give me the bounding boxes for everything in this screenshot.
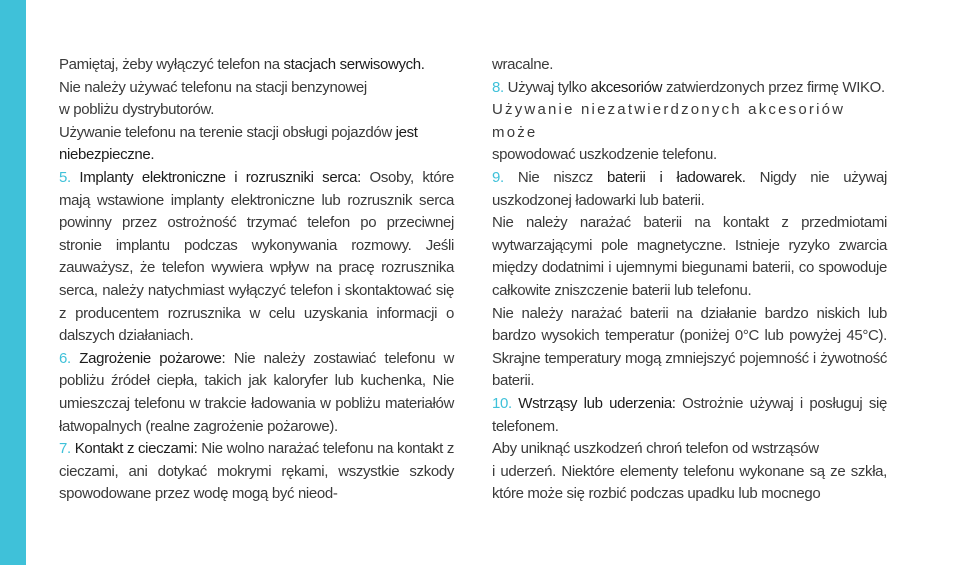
section-number: 10. (492, 394, 512, 412)
intro-bold-2: jest (395, 123, 418, 141)
intro-bold-3: niebezpieczne. (59, 146, 155, 164)
right-column (492, 54, 887, 506)
section-7 (59, 438, 454, 506)
section-8 (492, 77, 887, 100)
intro-text-2: Używanie telefonu na terenie stacji obsługi pojazdów (59, 123, 396, 141)
shock-line-1: Aby uniknąć uszkodzeń chroń telefon od wstrząsów (492, 440, 819, 458)
section-body: Nie należy zostawiać telefonu w pobliżu źródeł ciepła, takich jak kaloryfer lub kuchenka, Nie umieszczaj telefonu w trakcie ładowania w pobliżu materiałów łatwopalnych (realne zagrożenie pożarowe). (59, 349, 455, 435)
section-text-2: Nigdy nie używaj uszkodzonej ładowarki lub baterii. (492, 168, 888, 209)
shock-line-2: i uderzeń. Niektóre elementy telefonu wykonane są ze szkła, które może się rozbić podczas upadku lub mocnego (492, 462, 887, 503)
accent-side-bar (0, 0, 26, 565)
section-title: Wstrząsy lub uderzenia: (518, 394, 676, 412)
section-5 (59, 167, 454, 348)
section-number: 7. (59, 440, 71, 458)
left-column (59, 54, 454, 506)
section-8-line-3: spowodować uszkodzenie telefonu. (492, 146, 717, 164)
continued-line: wracalne. (492, 56, 554, 73)
intro-line-5 (59, 144, 454, 167)
section-bold: akcesoriów (590, 78, 663, 96)
section-body: Osoby, które mają wstawione implanty elektroniczne lub rozrusznik serca powinny przez ostrożność trzymać telefon po przeciwnej stronie implantu podczas wykonywania rozmowy. Jeśli zauważysz, że telefon wywiera wpływ na pracę rozrusznika serca, należy natychmiast wyłączyć telefon i skontaktować się z producentem rozrusznika w celu uzyskania informacji o dalszych działaniach. (59, 168, 454, 345)
section-number: 6. (59, 349, 71, 367)
intro-bold: stacjach serwisowych. (283, 56, 425, 73)
battery-magnet-paragraph: Nie należy narażać baterii na kontakt z przedmiotami wytwarzającymi pole magnetyczne. Istnieje ryzyko zwarcia między dodatnimi i ujemnymi biegunami baterii, co spowoduje całkowite zniszczenie baterii lub telefonu. (492, 214, 887, 299)
section-title: Zagrożenie pożarowe: (79, 349, 226, 367)
section-title: Kontakt z cieczami: (74, 440, 198, 458)
battery-temperature-paragraph: Nie należy narażać baterii na działanie bardzo niskich lub bardzo wysokich temperatur (poniżej 0°C lub powyżej 45°C). Skrajne temperatury mogą zmniejszyć pojemność i żywotność baterii. (492, 304, 887, 390)
section-10 (492, 393, 887, 438)
section-number: 8. (492, 78, 504, 96)
section-8-line-2: Używanie niezatwierdzonych akcesoriów może (492, 101, 846, 141)
section-text: Nie niszcz (517, 168, 608, 186)
intro-line-2: Nie należy używać telefonu na stacji benzynowej (59, 78, 367, 96)
section-body: Ostrożnie używaj i posługuj się telefonem. (492, 394, 888, 435)
intro-line-1 (59, 54, 454, 77)
section-number: 5. (59, 168, 71, 186)
section-text: Używaj tylko (507, 78, 591, 96)
section-9 (492, 167, 887, 212)
intro-text: Pamiętaj, żeby wyłączyć telefon na (59, 56, 284, 73)
section-text-2: zatwierdzonych przez firmę WIKO. (662, 78, 885, 96)
intro-line-3: w pobliżu dystrybutorów. (59, 101, 215, 119)
section-number: 9. (492, 168, 504, 186)
section-title: Implanty elektroniczne i rozruszniki serca: (79, 168, 361, 186)
section-bold: baterii i ładowarek. (607, 168, 746, 186)
section-6 (59, 348, 454, 438)
section-body: Nie wolno narażać telefonu na kontakt z cieczami, ani dotykać mokrymi rękami, wszystkie szkody spowodowane przez wodę mogą być nieod- (59, 440, 454, 503)
intro-line-4 (59, 122, 454, 145)
